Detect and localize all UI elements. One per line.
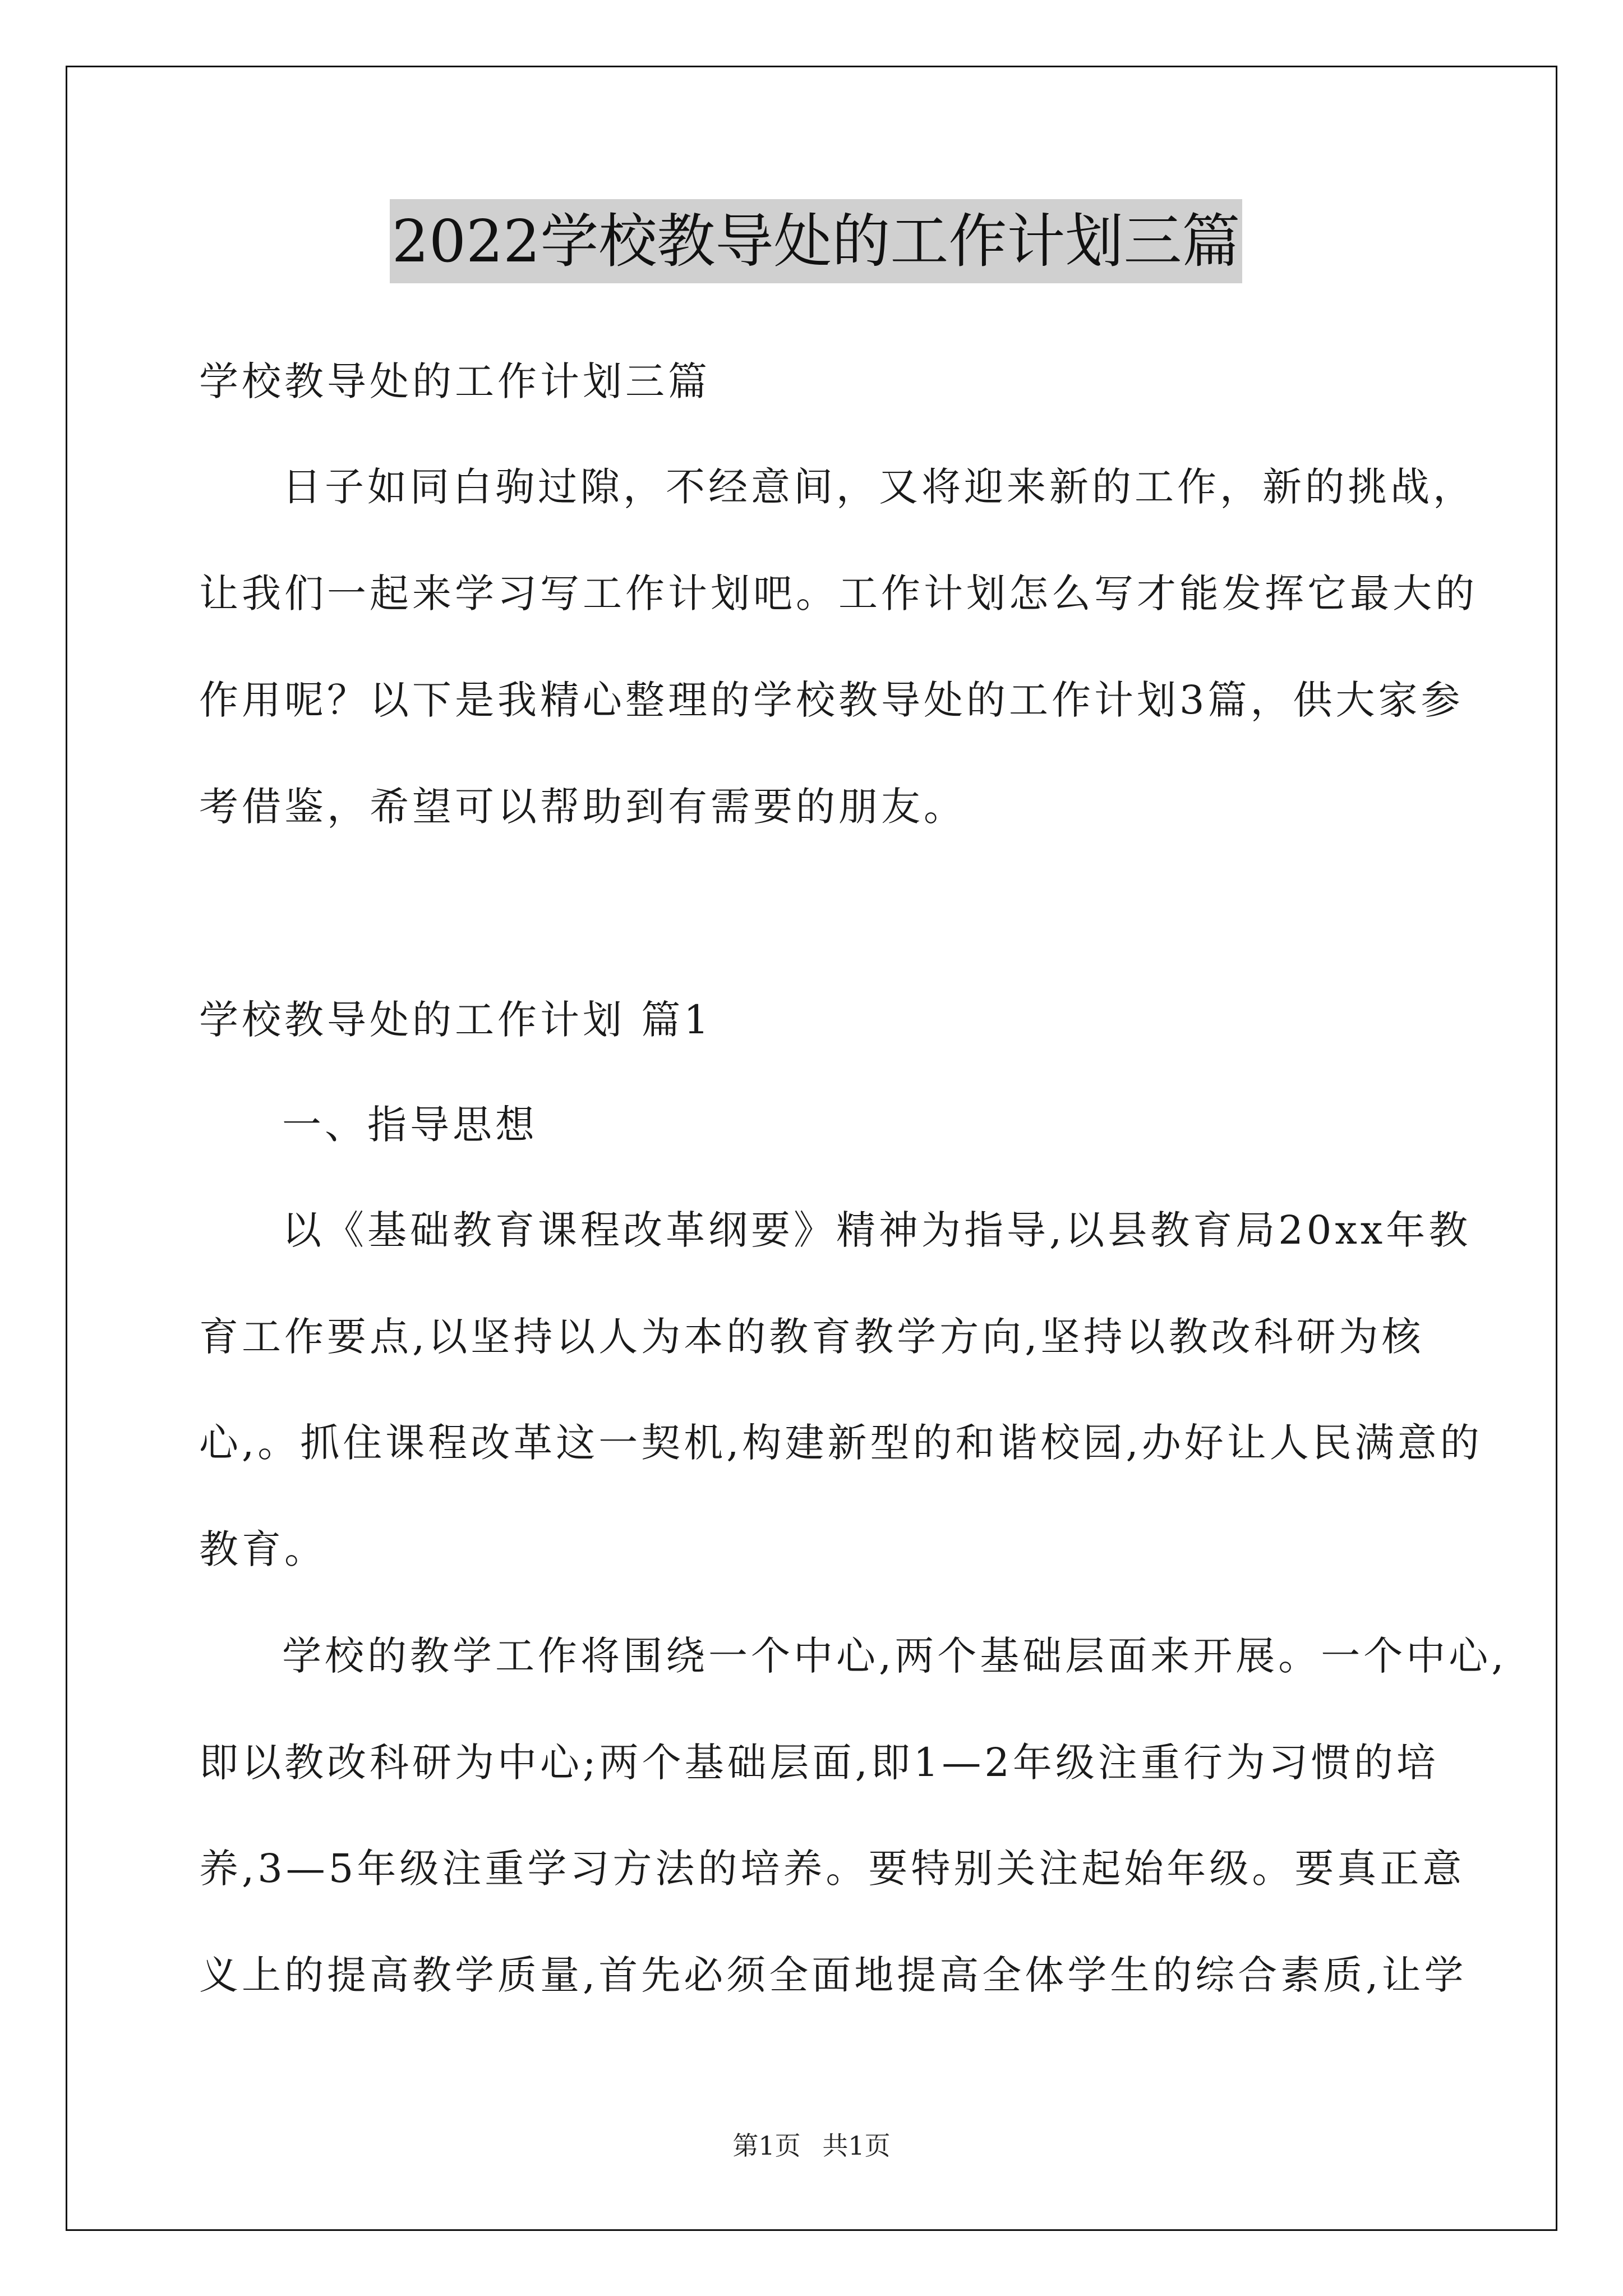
paragraph-line: 义上的提高教学质量,首先必须全面地提高全体学生的综合素质,让学 bbox=[199, 1952, 1467, 1998]
paragraph-line: 心,。抓住课程改革这一契机,构建新型的和谐校园,办好让人民满意的 bbox=[199, 1420, 1483, 1466]
paragraph-line: 育工作要点,以坚持以人为本的教育教学方向,坚持以教改科研为核 bbox=[199, 1314, 1424, 1360]
page-footer bbox=[0, 2129, 1623, 2162]
paragraph-line: 即以教改科研为中心;两个基础层面,即1—2年级注重行为习惯的培 bbox=[199, 1740, 1439, 1786]
title-block bbox=[199, 199, 1433, 283]
document-title: 2022学校教导处的工作计划三篇 bbox=[390, 199, 1243, 283]
page-number: 第1页 bbox=[732, 2131, 801, 2161]
subtitle-line: 学校教导处的工作计划三篇 bbox=[199, 358, 711, 404]
paragraph-line: 考借鉴，希望可以帮助到有需要的朋友。 bbox=[199, 784, 966, 830]
paragraph-line: 日子如同白驹过隙，不经意间，又将迎来新的工作，新的挑战， bbox=[282, 464, 1476, 510]
subsection-heading: 一、指导思想 bbox=[282, 1102, 538, 1148]
paragraph-line: 教育。 bbox=[199, 1526, 327, 1572]
paragraph-line: 学校的教学工作将围绕一个中心,两个基础层面来开展。一个中心, bbox=[282, 1633, 1507, 1679]
section-heading: 学校教导处的工作计划 篇1 bbox=[199, 997, 712, 1043]
paragraph-line: 作用呢？以下是我精心整理的学校教导处的工作计划3篇，供大家参 bbox=[199, 677, 1464, 723]
paragraph-line: 以《基础教育课程改革纲要》精神为指导,以县教育局20xx年教 bbox=[282, 1207, 1472, 1253]
paragraph-line: 养,3—5年级注重学习方法的培养。要特别关注起始年级。要真正意 bbox=[199, 1846, 1465, 1892]
paragraph-line: 让我们一起来学习写工作计划吧。工作计划怎么写才能发挥它最大的 bbox=[199, 570, 1478, 616]
page-total: 共1页 bbox=[822, 2131, 891, 2161]
